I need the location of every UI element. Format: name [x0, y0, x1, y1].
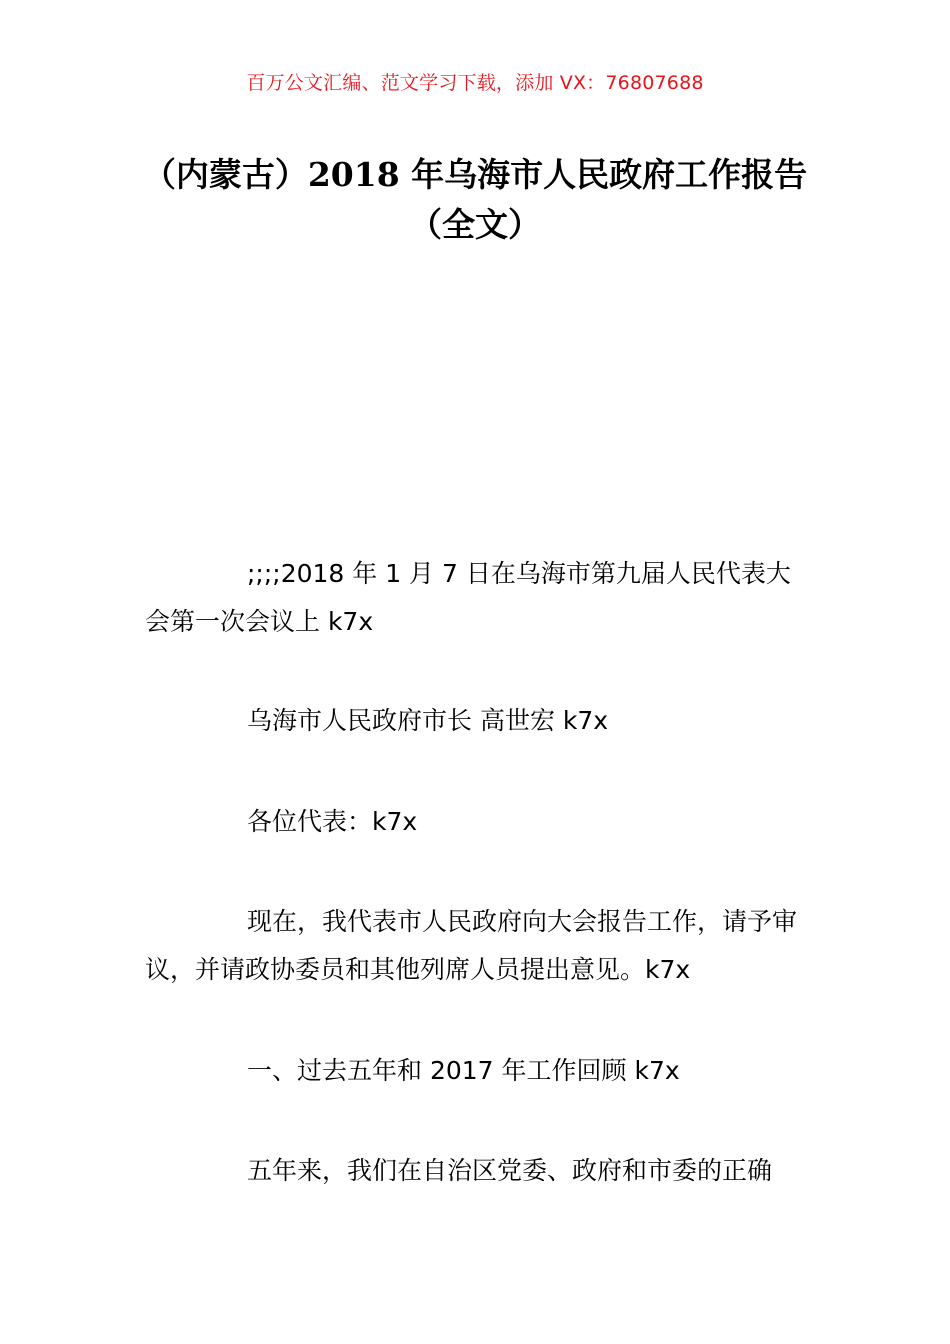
- section-heading: 一、过去五年和 2017 年工作回顾 k7x: [247, 1056, 680, 1085]
- paragraph-intro: 现在，我代表市人民政府向大会报告工作，请予审议，并请政协委员和其他列席人员提出意见。k7x: [145, 907, 798, 984]
- paragraph-salutation: 各位代表：k7x: [247, 807, 418, 836]
- paragraph-meeting-info: ;;;;2018 年 1 月 7 日在乌海市第九届人民代表大会第一次会议上 k7x: [145, 559, 791, 636]
- paragraph-body: 五年来，我们在自治区党委、政府和市委的正确: [247, 1156, 773, 1185]
- document-title: （内蒙古）2018 年乌海市人民政府工作报告（全文）: [142, 155, 808, 244]
- paragraph-author: 乌海市人民政府市长 高世宏 k7x: [247, 706, 609, 735]
- header-note: 百万公文汇编、范文学习下载，添加 VX：76807688: [246, 72, 704, 94]
